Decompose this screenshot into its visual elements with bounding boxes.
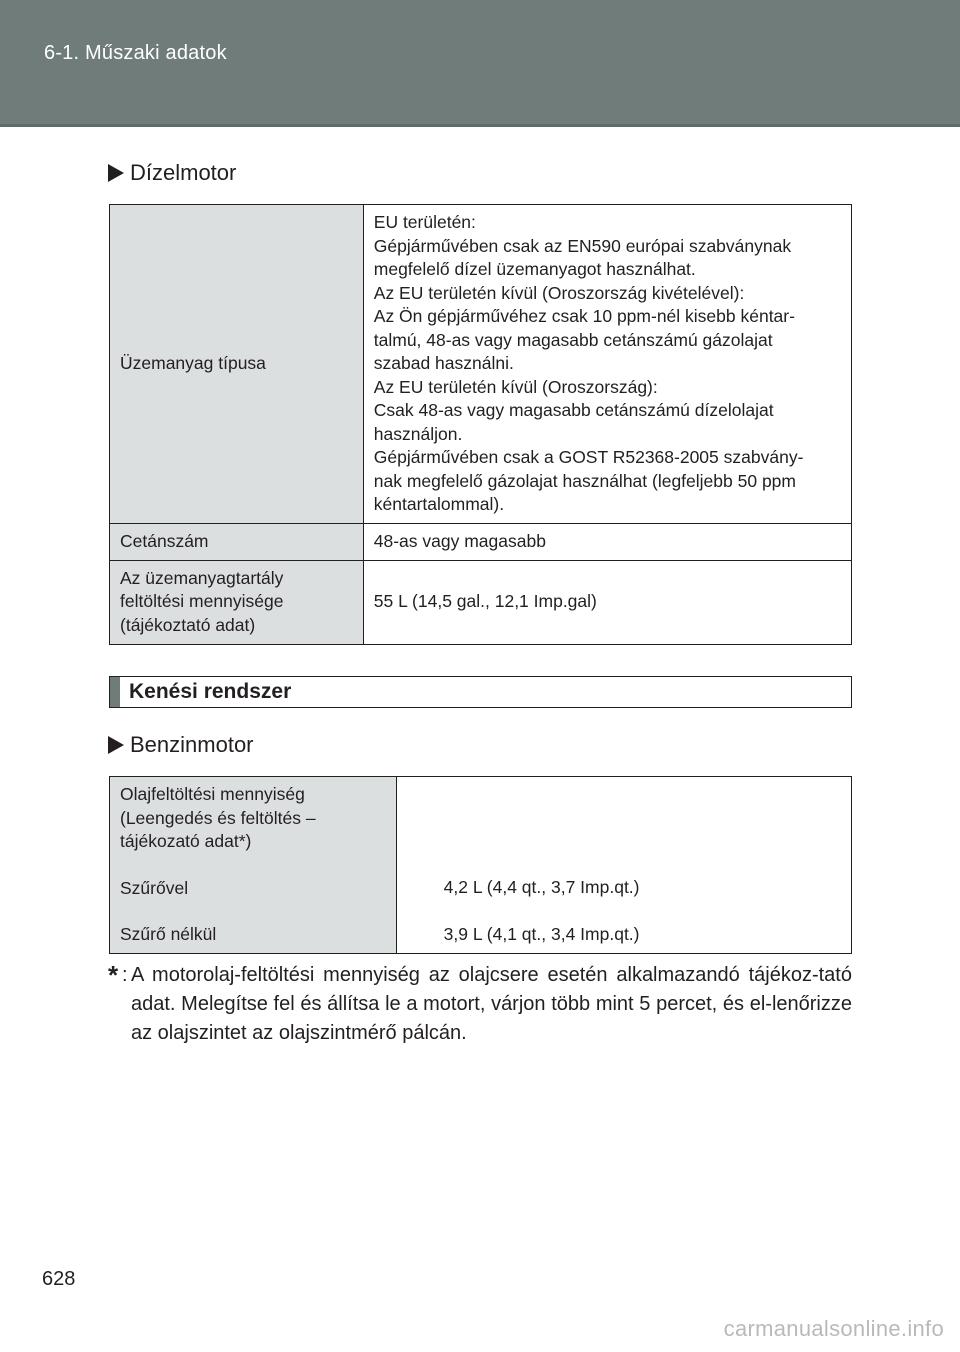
fuel-type-line: Gépjárművében csak a GOST R52368-2005 szabvány-	[373, 447, 804, 467]
table-row	[110, 205, 852, 524]
oil-label-line: Olajfeltöltési mennyiség	[120, 784, 305, 804]
fuel-type-line: Gépjárművében csak az EN590 európai szabványnak	[373, 235, 792, 256]
tank-capacity-label	[110, 560, 364, 644]
fuel-type-line: Az Ön gépjárművéhez csak 10 ppm-nél kisebb kéntar-	[373, 306, 795, 326]
fuel-type-line: szabad használni.	[373, 353, 514, 373]
petrol-heading	[108, 732, 254, 758]
fuel-type-line: nak megfelelő gázolajat használhat (legfeljebb 50 ppm	[373, 470, 796, 491]
fuel-type-line: Az EU területén kívül (Oroszország kivételével):	[373, 282, 745, 303]
page-number: 628	[42, 1268, 76, 1290]
fuel-type-line: kéntartalommal).	[373, 494, 505, 514]
cetane-value: 48-as vagy magasabb	[363, 523, 851, 560]
without-filter-value: 3,9 L (4,1 qt., 3,4 Imp.qt.)	[443, 923, 640, 944]
section-title-bar	[109, 676, 852, 708]
petrol-heading-text: Benzinmotor	[130, 732, 254, 757]
table-row	[110, 560, 852, 644]
oil-capacity-table	[109, 776, 852, 954]
triangle-bullet-icon	[108, 164, 124, 182]
triangle-bullet-icon	[108, 736, 124, 754]
oil-label-line: tájékozató adat*)	[120, 831, 252, 851]
footnote-colon: :	[122, 964, 128, 986]
fuel-type-line: Csak 48-as vagy magasabb cetánszámú dízelolajat	[373, 400, 774, 420]
fuel-type-line: talmú, 48-as vagy magasabb cetánszámú gázolajat	[373, 329, 773, 350]
footnote-marker: *	[108, 960, 119, 990]
fuel-type-label: Üzemanyag típusa	[110, 205, 364, 524]
footnote-text: A motorolaj-feltöltési mennyiség az olajcsere esetén alkalmazandó tájékoz-tató adat. Melegítse fel és állítsa le a motort, várjon több mint 5 percet, és el-lenőrizze az olajszintet az olajszintmérő pálcán.	[131, 964, 852, 1044]
diesel-heading-text: Dízelmotor	[130, 160, 237, 185]
tank-label-line: (tájékoztató adat)	[120, 614, 256, 635]
section-title: Kenési rendszer	[129, 680, 292, 703]
oil-capacity-label	[110, 777, 397, 954]
table-row	[110, 523, 852, 560]
section-marker	[110, 677, 120, 707]
fuel-type-line: használjon.	[373, 423, 463, 444]
diesel-heading	[108, 160, 236, 186]
diesel-spec-table	[109, 204, 852, 645]
table-row	[110, 777, 852, 954]
oil-label-line: (Leengedés és feltöltés –	[120, 807, 316, 828]
spacer	[444, 783, 841, 853]
tank-label-line: feltöltési mennyisége	[120, 591, 284, 612]
watermark: carmanualsonline.info	[723, 1316, 944, 1341]
page-header	[0, 0, 960, 127]
fuel-type-line: megfelelő dízel üzemanyagot használhat.	[373, 259, 696, 279]
tank-label-line: Az üzemanyagtartály	[120, 567, 284, 588]
tank-capacity-value: 55 L (14,5 gal., 12,1 Imp.gal)	[363, 560, 851, 644]
footnote	[108, 961, 852, 1048]
with-filter-value: 4,2 L (4,4 qt., 3,7 Imp.qt.)	[443, 877, 640, 897]
fuel-type-value	[363, 205, 851, 524]
with-filter-label: Szűrővel	[120, 877, 189, 898]
chapter-title: 6-1. Műszaki adatok	[44, 42, 227, 64]
cetane-label: Cetánszám	[110, 523, 364, 560]
fuel-type-line: EU területén:	[373, 212, 476, 232]
without-filter-label: Szűrő nélkül	[120, 924, 217, 944]
oil-capacity-values	[396, 777, 851, 954]
fuel-type-line: Az EU területén kívül (Oroszország):	[373, 376, 658, 397]
